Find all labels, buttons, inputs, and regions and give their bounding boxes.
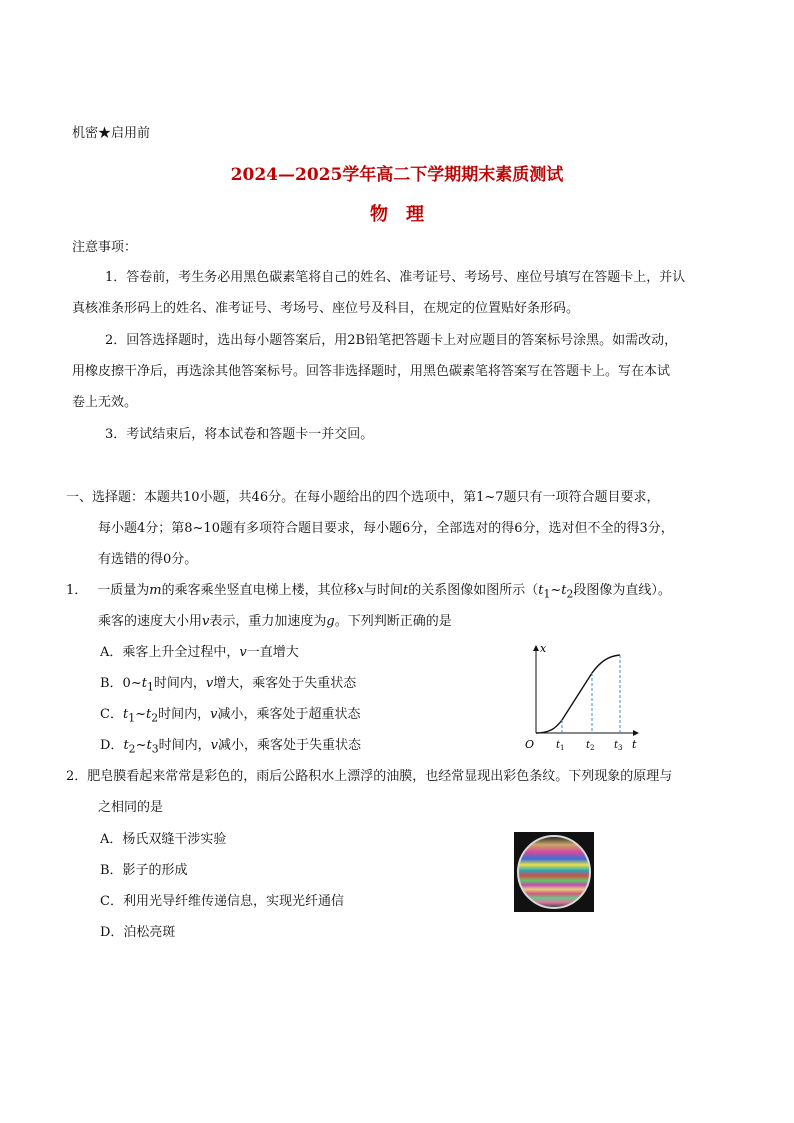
q2-option-c: C．利用光导纤维传递信息，实现光纤通信 — [100, 894, 344, 909]
q1-option-d: D．$t_2\sim t_3$时间内，v减小，乘客处于失重状态 — [100, 738, 361, 756]
xt-graph — [520, 640, 650, 755]
soap-film-image — [514, 832, 594, 912]
x-axis-label: t — [632, 738, 637, 751]
q2-line-2: 之相同的是 — [98, 800, 164, 815]
notice-2a: 2．回答选择题时，选出每小题答案后，用2B铅笔把答题卡上对应题目的答案标号涂黑。如需改动， — [105, 333, 678, 348]
q1-option-a: A．乘客上升全过程中，v一直增大 — [100, 645, 299, 660]
notice-1a: 1．答卷前，考生务必用黑色碳素笔将自己的姓名、准考证号、考场号、座位号填写在答题卡上，并认 — [105, 270, 686, 285]
t1-label: $t_1$ — [556, 740, 565, 752]
q1-option-b: B．$0\sim t_1$时间内，v增大，乘客处于失重状态 — [100, 676, 357, 694]
notice-3: 3．考试结束后，将本试卷和答题卡一并交回。 — [105, 427, 374, 442]
notice-2c: 卷上无效。 — [72, 395, 138, 410]
notice-1b: 真核准条形码上的姓名、准考证号、考场号、座位号及科目，在规定的位置贴好条形码。 — [72, 301, 580, 316]
origin-label: O — [525, 738, 535, 751]
t3-label: $t_3$ — [614, 740, 623, 752]
notice-2b: 用橡皮擦干净后，再选涂其他答案标号。回答非选择题时，用黑色碳素笔将答案写在答题卡上。写在本试 — [72, 364, 671, 379]
exam-title: 2024—2025学年高二下学期期末素质测试 — [230, 165, 564, 185]
y-axis-label: x — [540, 642, 547, 655]
section-line-3: 有选错的得0分。 — [98, 552, 198, 567]
section-line-1: 一、选择题：本题共10小题，共46分。在每小题给出的四个选项中，第1~7题只有一项符合题目要求， — [66, 490, 660, 505]
q2-option-a: A．杨氏双缝干涉实验 — [100, 832, 227, 847]
q2-line-1: 2．肥皂膜看起来常常是彩色的，雨后公路积水上漂浮的油膜，也经常显现出彩色条纹。下列现象的原理与 — [66, 769, 673, 784]
section-line-2: 每小题4分；第8~10题有多项符合题目要求，每小题6分，全部选对的得6分，选对但不全的得3分， — [98, 521, 674, 536]
q1-line-1: 1． 一质量为m的乘客乘坐竖直电梯上楼，其位移x与时间t的关系图像如图所示（$t_1\sim t_2$段图像为直线）。 — [66, 583, 671, 601]
secret-label: 机密★启用前 — [72, 126, 151, 141]
t2-label: $t_2$ — [586, 740, 595, 752]
q2-option-b: B．影子的形成 — [100, 863, 188, 878]
q2-option-d: D．泊松亮斑 — [100, 925, 176, 940]
q1-line-2: 乘客的速度大小用v表示，重力加速度为g。下列判断正确的是 — [98, 614, 452, 629]
q1-option-c: C．$t_1\sim t_2$时间内，v减小，乘客处于超重状态 — [100, 707, 361, 725]
notice-heading: 注意事项： — [72, 240, 138, 255]
xt-curve — [536, 655, 620, 733]
subject-title: 物 理 — [370, 204, 424, 225]
